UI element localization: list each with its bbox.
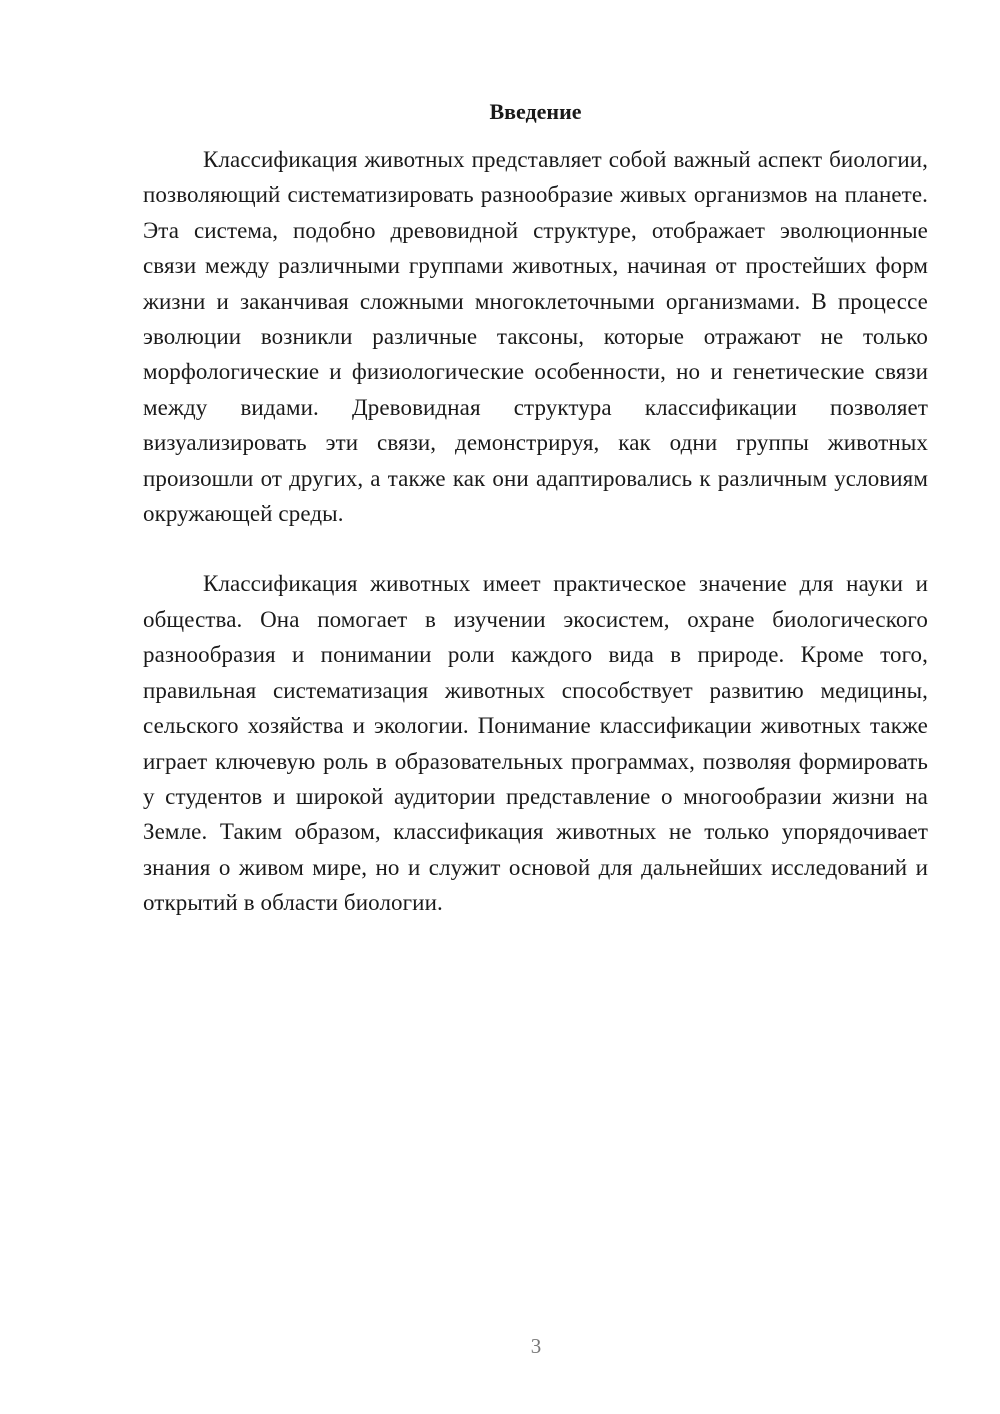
body-text <box>143 142 928 921</box>
page-number: 3 <box>530 1334 542 1358</box>
paragraph-2: Классификация животных имеет практическое значение для науки и общества. Она помогает в изучении экосистем, охране биологического разнообразия и понимании роли каждого вида в природе. Кроме того, правильная систематизация животных способствует развитию медицины, сельского хозяйства и экологии. Понимание классификации животных также играет ключевую роль в образовательных программах, позволяя формировать у студентов и широкой аудитории представление о многообразии жизни на Земле. Таким образом, классификация животных не только упорядочивает знания о живом мире, но и служит основой для дальнейших исследований и открытий в области биологии. <box>143 571 928 916</box>
paragraph-1: Классификация животных представляет собой важный аспект биологии, позволяющий систематизировать разнообразие живых организмов на планете. Эта система, подобно древовидной структуре, отображает эволюционные связи между различными группами животных, начиная от простейших форм жизни и заканчивая сложными многоклеточными организмами. В процессе эволюции возникли различные таксоны, которые отражают не только морфологические и физиологические особенности, но и генетические связи между видами. Древовидная структура классификации позволяет визуализировать эти связи, демонстрируя, как одни группы животных произошли от других, а также как они адаптировались к различным условиям окружающей среды. <box>143 147 928 527</box>
section-heading: Введение <box>489 99 582 124</box>
